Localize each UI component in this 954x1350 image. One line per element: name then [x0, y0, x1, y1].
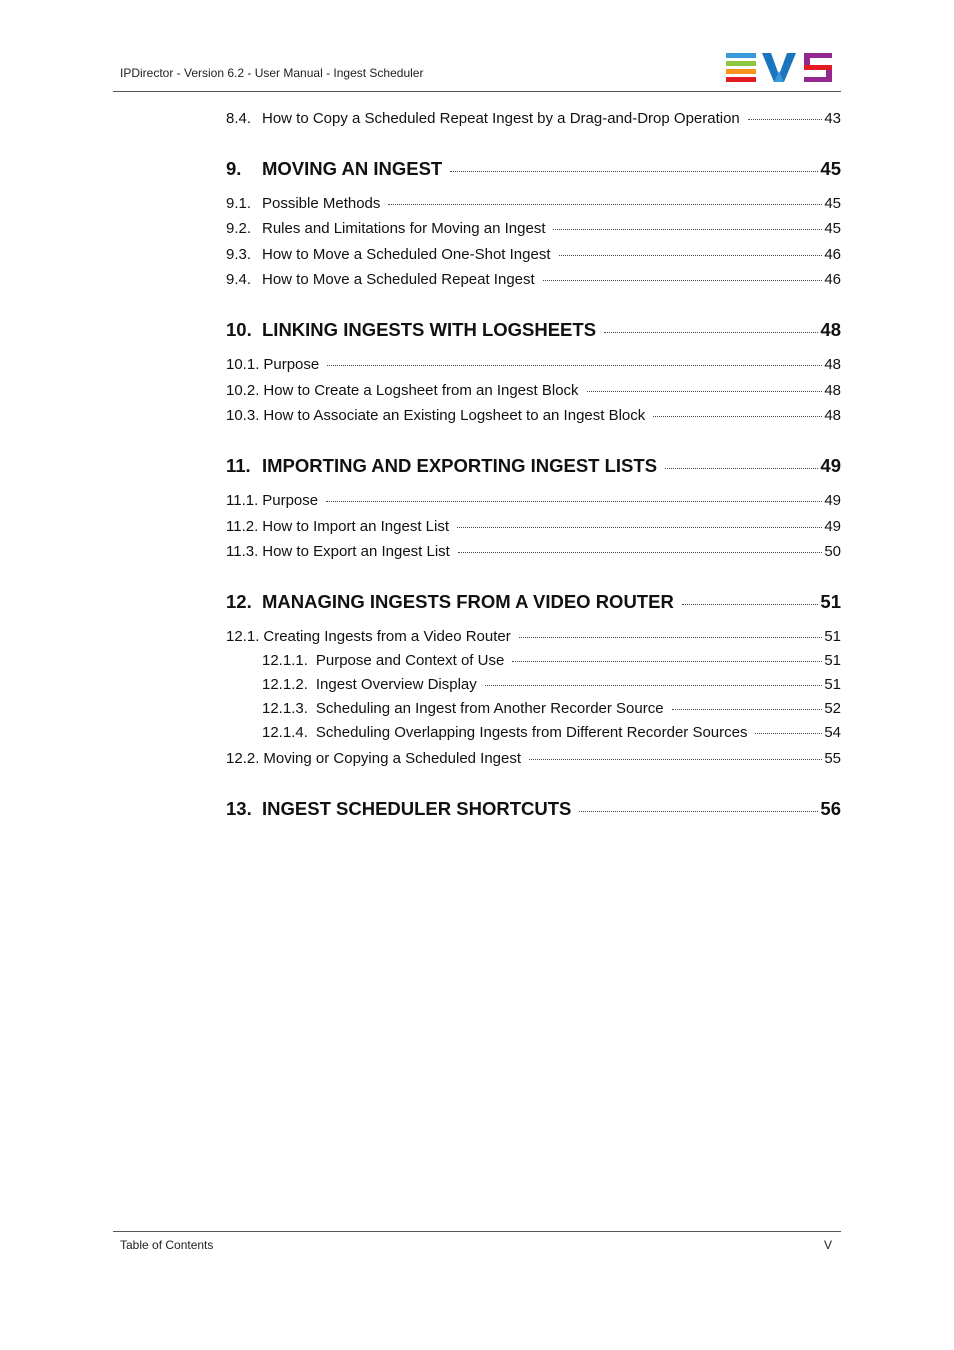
toc-chapter[interactable] — [226, 798, 841, 820]
toc-entry[interactable] — [226, 246, 841, 263]
toc-entry-title: Purpose — [262, 492, 319, 509]
toc-dot-leader — [327, 365, 822, 366]
toc-subentry[interactable] — [262, 652, 841, 669]
toc-chapter-title: LINKING INGESTS WITH LOGSHEETS — [262, 319, 597, 340]
toc-entry-number: 12.1. — [226, 628, 260, 645]
toc-entry[interactable] — [226, 407, 841, 424]
toc-entry-number: 10.1. — [226, 356, 260, 373]
toc-subentry-page: 52 — [824, 700, 841, 717]
toc-entry-number: 11.2. — [226, 518, 259, 535]
toc-chapter-page: 45 — [820, 158, 841, 179]
toc-dot-leader — [755, 733, 822, 734]
toc-entry-title: Creating Ingests from a Video Router — [263, 628, 511, 645]
toc-dot-leader — [653, 416, 822, 417]
toc-subentry-title: Ingest Overview Display — [315, 676, 477, 693]
toc-chapter-number: 11. — [226, 455, 251, 476]
toc-entry-page: 43 — [824, 110, 841, 127]
toc-chapter-page: 51 — [820, 591, 841, 612]
toc-entry-page: 51 — [824, 628, 841, 645]
toc-entry[interactable] — [226, 492, 841, 509]
toc-dot-leader — [553, 229, 822, 230]
toc-chapter-title: MOVING AN INGEST — [262, 158, 443, 179]
toc-dot-leader — [559, 255, 823, 256]
toc-entry[interactable] — [226, 271, 841, 288]
toc-entry-page: 48 — [824, 356, 841, 373]
toc-chapter-number: 12. — [226, 591, 252, 612]
toc-subentry-page: 51 — [824, 676, 841, 693]
toc-entry[interactable] — [226, 518, 841, 535]
toc-subentry[interactable] — [262, 700, 841, 717]
toc-entry-number: 12.2. — [226, 750, 260, 767]
toc-entry-page: 49 — [824, 518, 841, 535]
toc-chapter-number: 13. — [226, 798, 252, 819]
toc-entry[interactable] — [226, 220, 841, 237]
toc-entry-title: Moving or Copying a Scheduled Ingest — [263, 750, 522, 767]
toc-subentry-title: Scheduling an Ingest from Another Recorder Source — [315, 700, 664, 717]
toc-entry[interactable] — [226, 356, 841, 373]
toc-dot-leader — [485, 685, 823, 686]
toc-entry-number: 11.3. — [226, 543, 259, 560]
toc-subentry-number: 12.1.3. — [262, 700, 308, 717]
toc-entry-title: How to Associate an Existing Logsheet to an Ingest Block — [263, 407, 646, 424]
toc-entry-page: 48 — [824, 382, 841, 399]
toc-subentry-page: 54 — [824, 724, 841, 741]
toc-entry-title: How to Copy a Scheduled Repeat Ingest by a Drag-and-Drop Operation — [262, 110, 740, 127]
toc-entry-page: 46 — [824, 271, 841, 288]
toc-entry-page: 45 — [824, 195, 841, 212]
toc-entry-title: How to Import an Ingest List — [262, 518, 450, 535]
toc-dot-leader — [519, 637, 823, 638]
toc-subentry-number: 12.1.2. — [262, 676, 308, 693]
toc-subentry[interactable] — [262, 724, 841, 741]
evs-logo — [726, 53, 834, 83]
toc-dot-leader — [579, 811, 818, 812]
toc-entry-page: 49 — [824, 492, 841, 509]
toc-entry-title: How to Move a Scheduled Repeat Ingest — [262, 271, 535, 288]
toc-dot-leader — [457, 527, 822, 528]
toc-chapter-number: 9. — [226, 158, 242, 179]
toc-subentry-title: Scheduling Overlapping Ingests from Different Recorder Sources — [315, 724, 748, 741]
toc-dot-leader — [587, 391, 823, 392]
toc-dot-leader — [529, 759, 822, 760]
toc-chapter-number: 10. — [226, 319, 252, 340]
toc-chapter[interactable] — [226, 455, 841, 477]
toc-entry-page: 45 — [824, 220, 841, 237]
footer-divider — [113, 1231, 841, 1232]
toc-chapter-page: 49 — [820, 455, 841, 476]
toc-subentry[interactable] — [262, 676, 841, 693]
toc-entry-title: Purpose — [263, 356, 320, 373]
toc-dot-leader — [672, 709, 823, 710]
toc-entry-title: How to Move a Scheduled One-Shot Ingest — [262, 246, 551, 263]
toc-entry-number: 8.4. — [226, 110, 252, 127]
toc-entry-number: 9.3. — [226, 246, 252, 263]
toc-subentry-number: 12.1.1. — [262, 652, 308, 669]
footer-page-number: V — [824, 1238, 833, 1252]
header-divider — [113, 91, 841, 92]
toc-entry-page: 48 — [824, 407, 841, 424]
toc-dot-leader — [326, 501, 822, 502]
toc-subentry-page: 51 — [824, 652, 841, 669]
toc-chapter[interactable] — [226, 158, 841, 180]
toc-dot-leader — [604, 332, 818, 333]
toc-dot-leader — [388, 204, 822, 205]
toc-entry-title: Possible Methods — [262, 195, 381, 212]
toc-chapter-page: 48 — [820, 319, 841, 340]
toc-entry-number: 9.4. — [226, 271, 252, 288]
toc-chapter-page: 56 — [820, 798, 841, 819]
toc-entry-number: 10.2. — [226, 382, 260, 399]
toc-dot-leader — [543, 280, 823, 281]
toc-dot-leader — [748, 119, 823, 120]
toc-dot-leader — [665, 468, 818, 469]
toc-entry-number: 11.1. — [226, 492, 259, 509]
toc-dot-leader — [682, 604, 819, 605]
toc-entry[interactable] — [226, 628, 841, 645]
toc-chapter-title: IMPORTING AND EXPORTING INGEST LISTS — [262, 455, 658, 476]
toc-chapter-title: MANAGING INGESTS FROM A VIDEO ROUTER — [262, 591, 674, 612]
toc-dot-leader — [450, 171, 818, 172]
toc-entry[interactable] — [226, 543, 841, 560]
toc-entry-number: 9.1. — [226, 195, 252, 212]
toc-entry-title: How to Export an Ingest List — [262, 543, 450, 560]
toc-entry-number: 10.3. — [226, 407, 260, 424]
toc-entry-title: How to Create a Logsheet from an Ingest Block — [263, 382, 579, 399]
page-header-title: IPDirector - Version 6.2 - User Manual - Ingest Scheduler — [120, 66, 424, 80]
footer-section-title: Table of Contents — [120, 1238, 214, 1252]
toc-entry[interactable] — [226, 750, 841, 767]
toc-entry-page: 55 — [824, 750, 841, 767]
toc-dot-leader — [512, 661, 822, 662]
toc-chapter[interactable] — [226, 319, 841, 341]
toc-entry[interactable] — [226, 382, 841, 399]
toc-entry-page: 50 — [824, 543, 841, 560]
toc-entry-number: 9.2. — [226, 220, 252, 237]
toc-dot-leader — [458, 552, 822, 553]
toc-subentry-title: Purpose and Context of Use — [315, 652, 505, 669]
toc-chapter[interactable] — [226, 591, 841, 613]
toc-entry-title: Rules and Limitations for Moving an Ingest — [262, 220, 546, 237]
toc-entry[interactable] — [226, 110, 841, 127]
toc-entry-page: 46 — [824, 246, 841, 263]
toc-subentry-number: 12.1.4. — [262, 724, 308, 741]
toc-chapter-title: INGEST SCHEDULER SHORTCUTS — [262, 798, 572, 819]
toc-entry[interactable] — [226, 195, 841, 212]
